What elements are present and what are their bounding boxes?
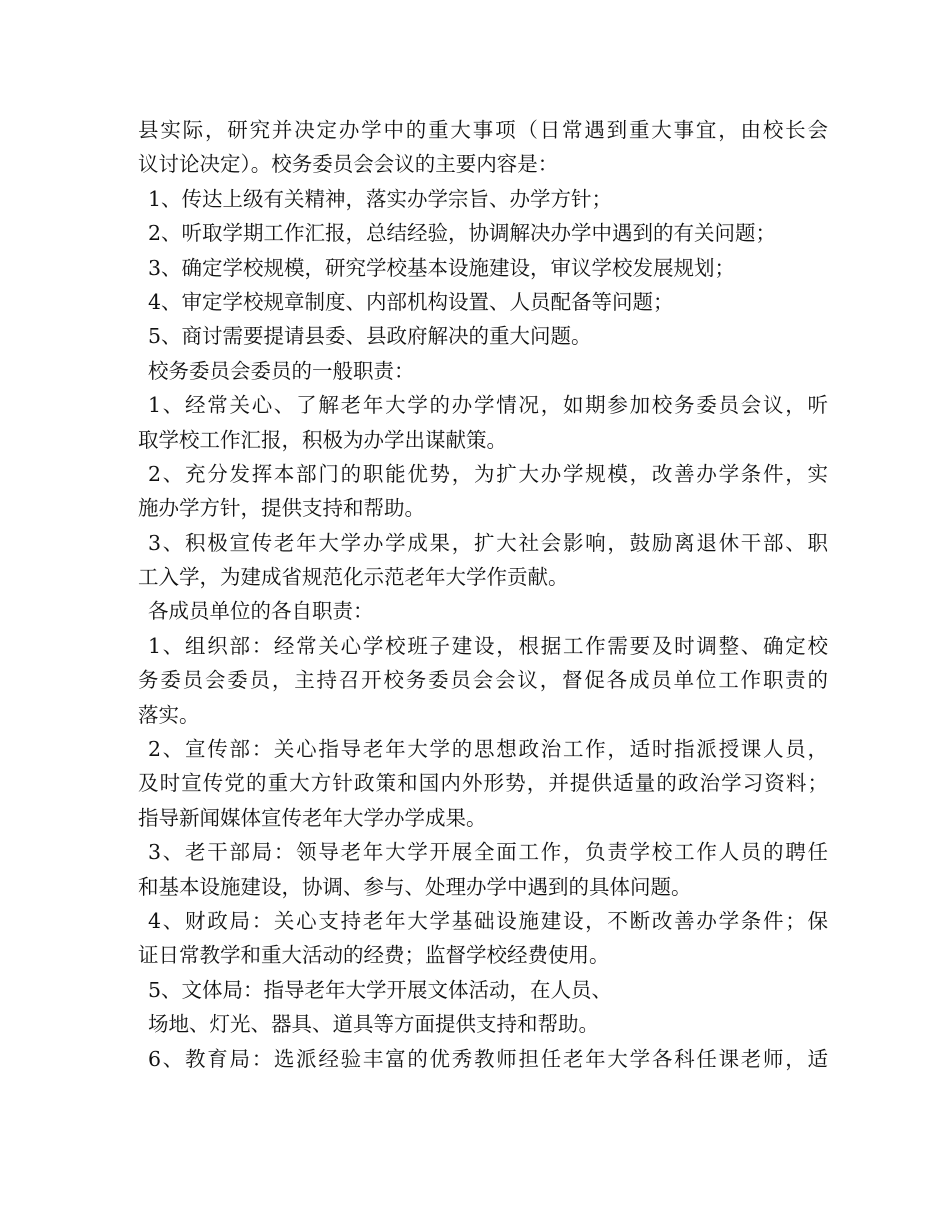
list-item: 5、商讨需要提请县委、县政府解决的重大问题。 [148,324,592,349]
text-line: 取学校工作汇报，积极为办学出谋献策。 [138,427,507,452]
section-heading: 校务委员会委员的一般职责： [148,358,415,383]
document-body [138,113,828,1076]
list-item: 3、老干部局：领导老年大学开展全面工作，负责学校工作人员的聘任 [148,840,828,865]
list-item: 2、宣传部：关心指导老年大学的思想政治工作，适时指派授课人员， [148,737,828,762]
text-line: 场地、灯光、器具、道具等方面提供支持和帮助。 [148,1012,599,1037]
list-item: 6、教育局：选派经验丰富的优秀教师担任老年大学各科任课老师，适 [148,1046,828,1071]
text-line: 县实际，研究并决定办学中的重大事项（日常遇到重大事宜，由校长会 [138,118,828,142]
section-heading: 各成员单位的各自职责： [148,599,374,624]
list-item: 1、经常关心、了解老年大学的办学情况，如期参加校务委员会议，听 [148,393,828,418]
text-line: 和基本设施建设，协调、参与、处理办学中遇到的具体问题。 [138,874,692,899]
text-line: 证日常教学和重大活动的经费；监督学校经费使用。 [138,943,610,968]
text-line: 指导新闻媒体宣传老年大学办学成果。 [138,805,487,830]
list-item: 2、充分发挥本部门的职能优势，为扩大办学规模，改善办学条件，实 [148,461,828,486]
list-item: 1、传达上级有关精神，落实办学宗旨、办学方针； [148,186,613,211]
text-line: 议讨论决定）。校务委员会会议的主要内容是： [138,152,559,177]
list-item: 3、确定学校规模，研究学校基本设施建设，审议学校发展规划； [148,255,736,280]
text-line: 施办学方针，提供支持和帮助。 [138,496,425,521]
list-item: 4、审定学校规章制度、内部机构设置、人员配备等问题； [148,289,674,314]
list-item: 2、听取学期工作汇报，总结经验，协调解决办学中遇到的有关问题； [148,221,777,246]
list-item: 4、财政局：关心支持老年大学基础设施建设，不断改善办学条件；保 [148,908,828,933]
text-line: 务委员会委员，主持召开校务委员会会议，督促各成员单位工作职责的 [138,668,828,693]
list-item: 1、组织部：经常关心学校班子建设，根据工作需要及时调整、确定校 [148,633,828,658]
text-line: 工入学，为建成省规范化示范老年大学作贡献。 [138,565,569,590]
list-item: 5、文体局：指导老年大学开展文体活动，在人员、 [148,977,613,1002]
text-line: 及时宣传党的重大方针政策和国内外形势，并提供适量的政治学习资料； [138,771,828,796]
list-item: 3、积极宣传老年大学办学成果，扩大社会影响，鼓励离退休干部、职 [148,530,828,555]
text-line: 落实。 [138,702,200,727]
